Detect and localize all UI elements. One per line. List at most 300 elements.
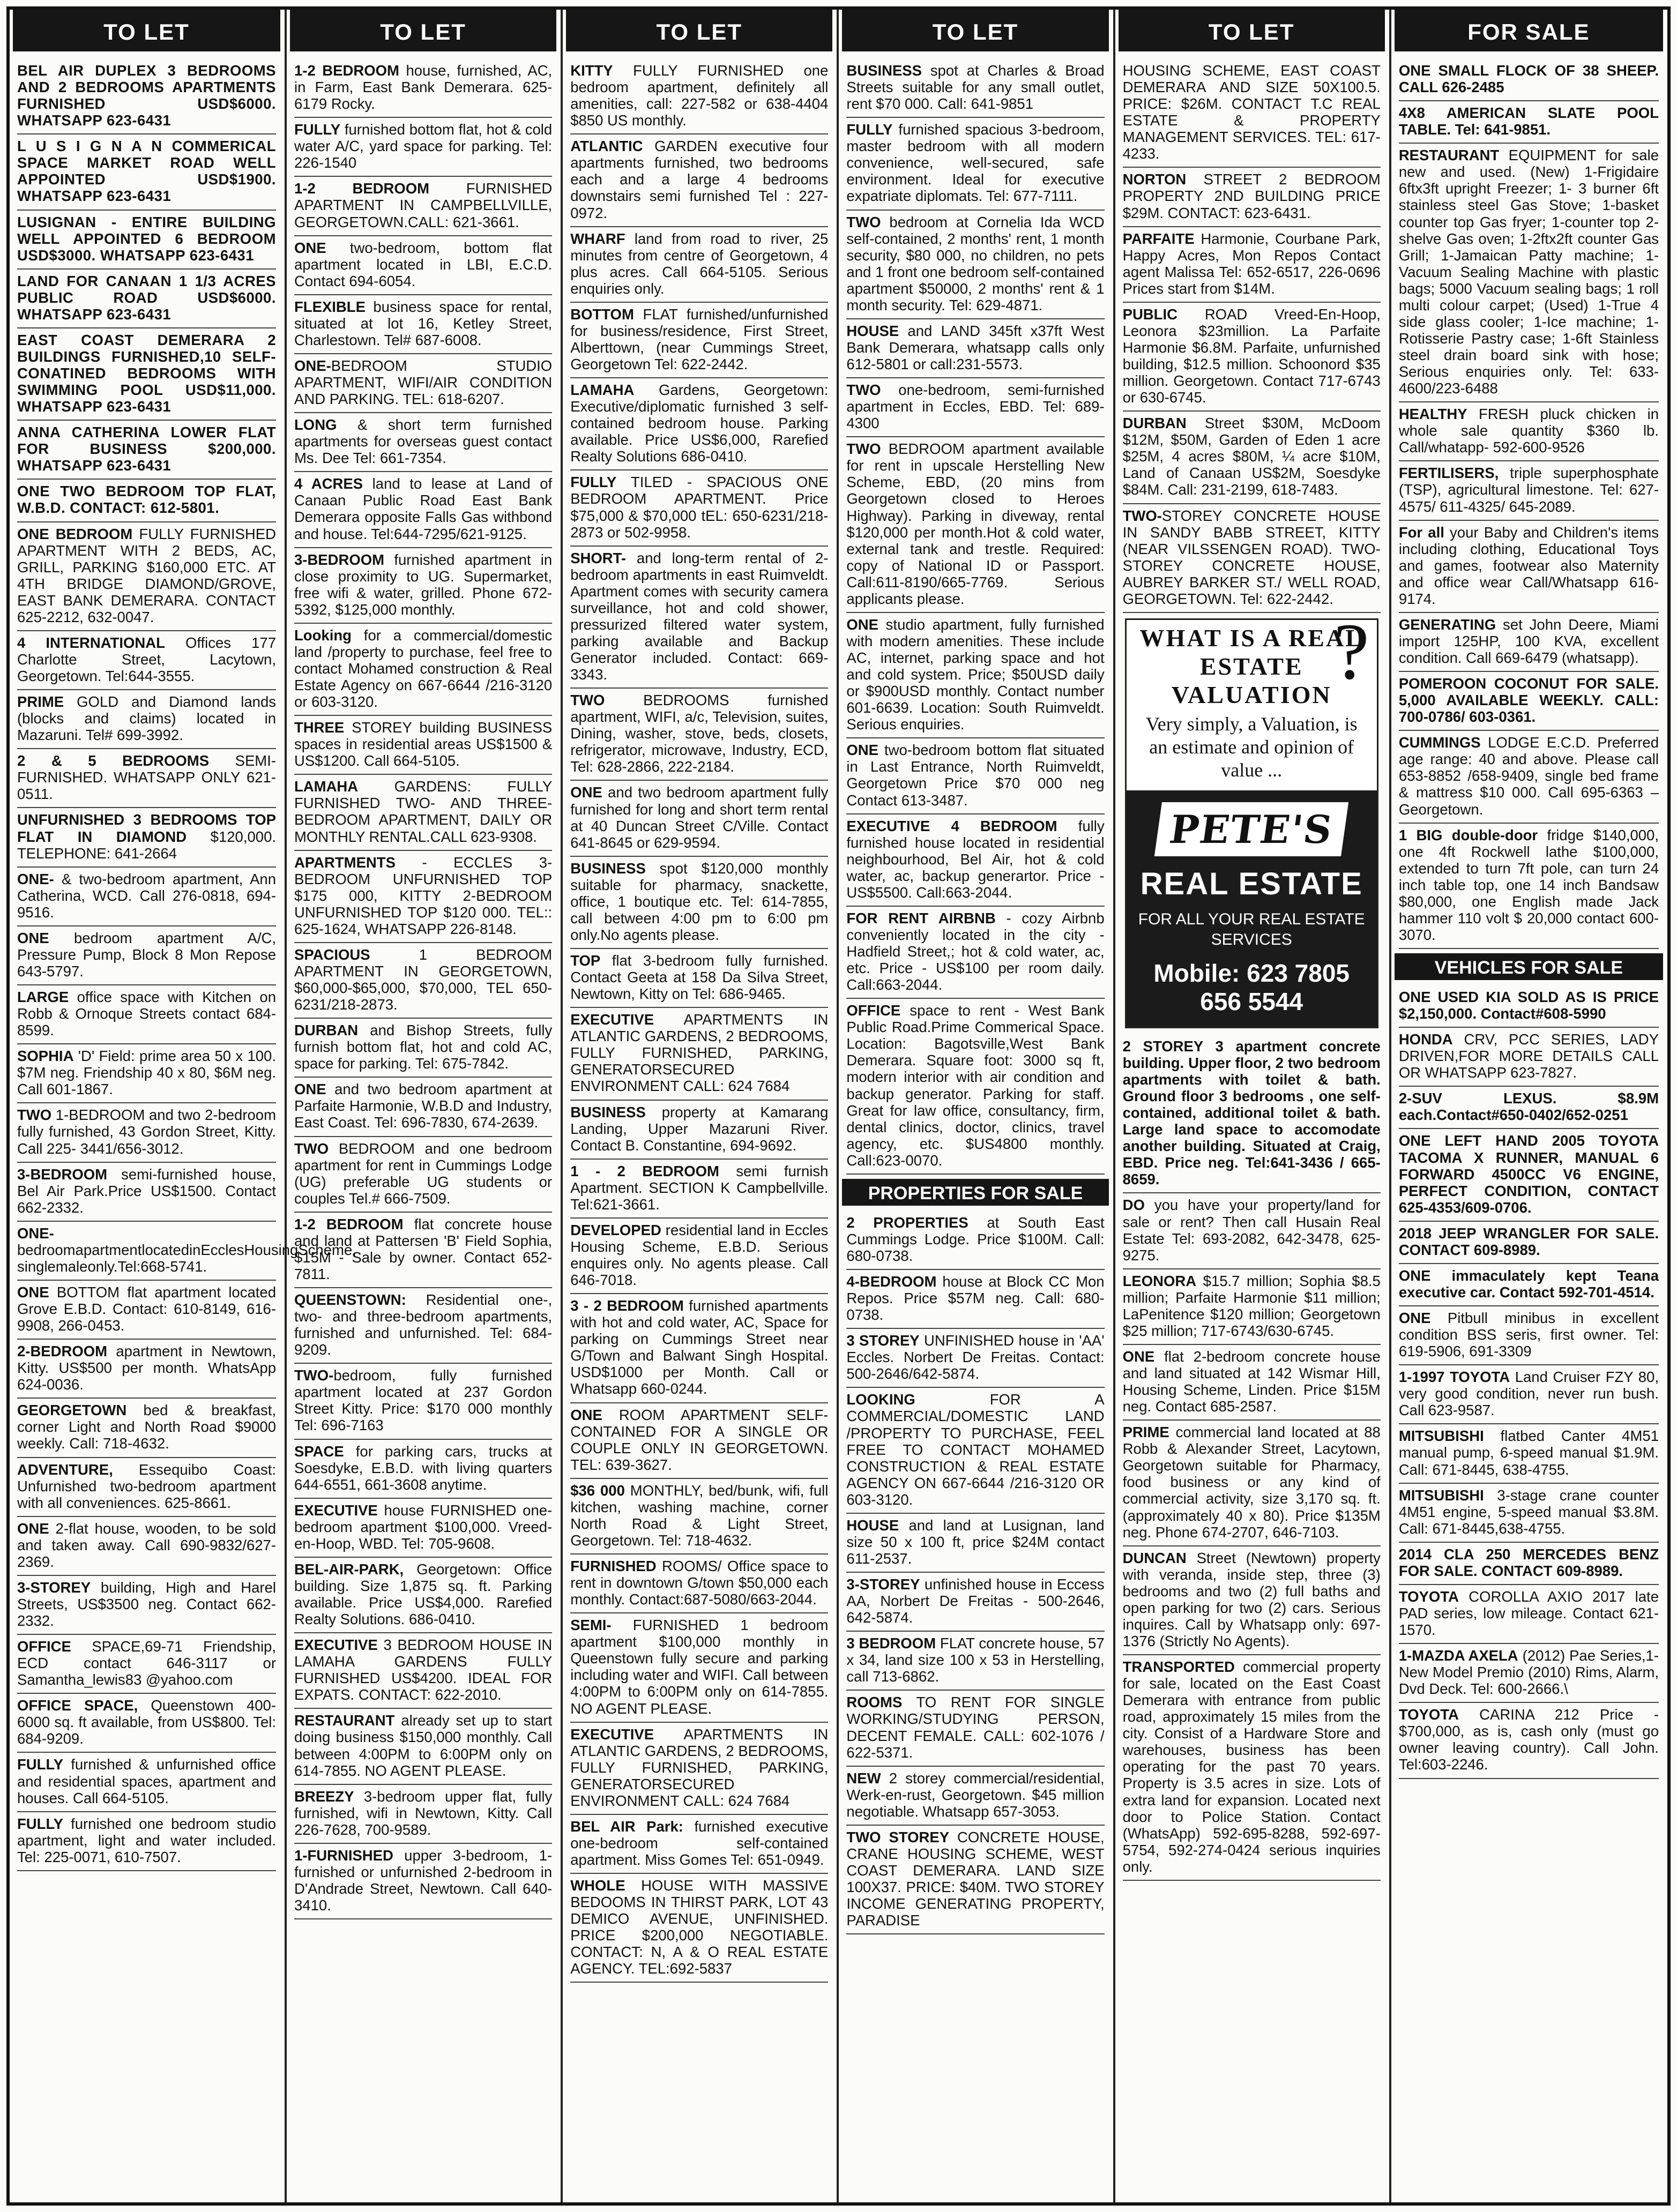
classified-ad [1399,1028,1659,1087]
column-to-let-3 [563,10,839,2202]
ad-lead: FULLY [17,1756,64,1773]
classifieds-page [6,6,1671,2206]
ad-text: property at Kamarang Landing, Upper Mazaruni River. Contact B. Constantine, 694-9692. [570,1103,829,1154]
ad-lead: DUNCAN [1122,1549,1187,1566]
ad-lead: MITSUBISHI [1398,1428,1484,1445]
classified-ad [294,177,552,236]
classified-ad [17,868,276,926]
ad-text: furnished apartments with hot and cold water, AC, Space for parking on Cummings Street near G/Town and Balwant Singh Hospital. USD$1000 per Month. Call or Whatsapp 660-0244. [570,1297,829,1398]
classified-ad [846,1388,1104,1513]
ad-lead: ONE- [17,1224,54,1242]
ad-text: your Baby and Children's items including clothing, Educational Toys and games, footwear also Maternity and office wear Call/Whatsapp 616-9174. [1398,524,1659,607]
ad-text: $120,000. TELEPHONE: 641-2664 [17,828,277,862]
classified-ad [846,211,1104,319]
ad-text: studio apartment, fully furnished with modern amenities. These include AC, internet, parking space and hot and cold system. Price; $50USD daily or $900USD monthly. Contact number 601-6639. Location: South Ruimveldt. Serious enquiries. [846,616,1105,733]
ad-text: house at Block CC Mon Repos. Price $57M neg. Call: 680-0738. [846,1273,1105,1324]
classified-ad [294,548,552,624]
ad-lead: LEONORA [1122,1272,1197,1289]
ad-text: and LAND 345ft x37ft West Bank Demerara, whatsapp calls only 612-5801 or call:231-5573. [846,322,1105,372]
classified-ad [17,1163,276,1222]
ad-text: - cozy Airbnb conveniently located in the city - Hadfield Street,; hot & cold water, ac, etc. Price - US$100 per room daily. Call:663-2044. [846,909,1105,993]
ad-lead: 4 ACRES [294,475,363,492]
classified-ad [1123,1269,1381,1345]
ad-text: BEDROOM apartment available for rent in upscale Herstelling New Scheme, EBD, (20 mins from Georgetown closed to Heroes Highway). Parking in diveway, rental $120,000 per month.Hot & cold water, external tank and trestle. Required: copy of National ID or Passport. Call:611-8190/665-7769. Serious applicants please. [846,440,1105,607]
ad-lead: ONE- [17,870,54,887]
ad-lead: FULLY [846,121,893,138]
ad-text: HOUSING SCHEME, EAST COAST DEMERARA AND SIZE 50X100.5. PRICE: $26M. CONTACT T.C REAL ESTATE & PROPERTY MANAGEMENT SERVICES. TEL: 617-4233. [1122,62,1381,162]
promo-question: WHAT IS A REAL ESTATE VALUATION [1139,624,1363,708]
classified-ad [570,949,828,1008]
classified-ad [846,59,1104,118]
petes-logo: PETE'S [1154,802,1348,856]
ad-lead: 3-STOREY [17,1579,91,1596]
ad-lead: TWO- [294,1367,334,1384]
ad-lead: PRIME [17,693,64,711]
ad-list [294,59,552,1919]
classified-ad [17,926,276,985]
ad-text: unfinished house in Eccess AA, Norbert De Freitas - 500-2646, 642-5874. [846,1576,1105,1626]
ad-lead: 3-BEDROOM [294,551,385,568]
ad-lead: FURNISHED [570,1558,657,1574]
classified-ad [846,118,1104,210]
ad-lead: ATLANTIC [570,138,643,155]
classified-ad [1123,504,1381,613]
ad-text: 'D' Field: prime area 50 x 100. $7M neg. Friendship 40 x 80, $6M neg. Call 601-1867. [17,1048,276,1098]
ad-text: BEDROOM and one bedroom apartment for rent in Cummings Lodge (UG) preferable UG students or couples Tel.# 666-7509. [294,1140,553,1207]
ad-lead: ONE [570,1406,602,1423]
classified-ad [846,319,1104,378]
ad-lead: TWO [17,1107,52,1124]
ad-lead: 1-2 BEDROOM [294,1215,404,1232]
ad-lead: RESTAURANT [294,1712,395,1729]
ad-lead: SEMI- [570,1617,612,1634]
petes-logo-block [1127,790,1377,1027]
ad-lead: HONDA [1398,1031,1453,1048]
ad-lead: 4X8 AMERICAN SLATE POOL TABLE. Tel: 641-9851. [1398,104,1659,138]
classified-ad [1123,303,1381,412]
ad-lead: TWO [846,440,881,458]
classified-ad [1399,1703,1659,1778]
ad-text: SEMI-FURNISHED. WHATSAPP ONLY 621-0511. [17,752,277,803]
ad-lead: 3-BEDROOM [17,1165,108,1183]
ad-lead: LOOKING [846,1391,915,1408]
ad-lead: BREEZY [294,1788,354,1805]
classified-ad [1123,1345,1381,1421]
classified-ad [294,1078,552,1137]
classified-ad [1399,824,1659,949]
classified-ad [1399,613,1659,672]
classified-ad [17,421,276,480]
classified-ad [570,378,828,470]
classified-ad [570,1723,828,1815]
ad-lead: TOYOTA [1398,1588,1459,1605]
ad-lead: ONE [846,742,878,759]
ad-lead: LONG [294,416,337,434]
ad-lead: FULLY [570,474,617,491]
classified-ad [846,1767,1104,1826]
classified-ad [570,1219,828,1294]
ad-list [846,59,1104,1175]
classified-ad [17,328,276,421]
ad-lead: GEORGETOWN [17,1402,127,1419]
classified-ad [17,1044,276,1103]
ad-text: APARTMENTS IN ATLANTIC GARDENS, 2 BEDROOMS, FULLY FURNISHED, PARKING, GENERATORSECURED ENVIRONMENT CALL: 624 7684 [570,1011,829,1095]
ad-text: GARDENS: FULLY FURNISHED TWO- AND THREE-BEDROOM APARTMENT, DAILY OR MONTHLY RENTAL.CALL 623-9308. [294,778,553,845]
classified-ad [846,1211,1104,1270]
ad-text: Pitbull minibus in excellent condition BSS seris, first owner. Tel: 619-5906, 691-3309 [1398,1310,1659,1360]
ad-text: 1 BEDROOM APARTMENT IN GEORGETOWN, $60,000-$65,000, $70,000, TEL 650-6231/218-2873. [294,946,553,1013]
classified-ad [1123,1421,1381,1546]
ad-lead: ONE [17,1283,49,1301]
classified-ad [846,613,1104,738]
classified-ad [570,1555,828,1613]
ad-text: 3-bedroom upper flat, fully furnished, wifi in Newtown, Kitty. Call 226-7628, 700-9589. [294,1788,553,1838]
ad-lead: 2 PROPERTIES [846,1214,968,1231]
classified-ad [17,749,276,808]
ad-text: & two-bedroom apartment, Ann Catherina, WCD. Call 276-0818, 694-9516. [17,870,276,921]
ad-text: and two bedroom apartment fully furnished for long and short term rental at 40 Duncan Street C/Ville. Contact 641-8645 or 629-9594. [570,784,829,851]
classified-ad [570,547,828,689]
ad-lead: 3 STOREY [846,1332,920,1349]
ad-text: fridge $140,000, one 4ft Rockwell lathe $100,000, extended to turn 7ft pole, can turn 24 inch table top, one 14 inch Bandsaw $80,000, one English made Jack hammer 110 volt $ 20,000 contact 600-3070. [1398,826,1659,943]
classified-ad [1123,1193,1381,1269]
ad-text: LODGE E.C.D. Preferred age range: 40 and above. Please call 653-8852 /658-9409, single bed frame & mattress $10 000. Call 695-6363 – Georgetown. [1398,734,1659,818]
ad-text: & short term furnished apartments for overseas guest contact Ms. Dee Tel: 661-7354. [294,416,553,467]
ad-lead: 4-BEDROOM [846,1273,937,1290]
ad-text: FURNISHED 1 bedroom apartment $100,000 monthly in Queenstown fully secure and parking including water and WIFI. Call between 4:00PM to 6:00PM only on 614-7855. NO AGENT PLEASE. [570,1617,829,1717]
ad-text: STOREY building BUSINESS spaces in residential areas US$1500 & US$1200. Call 664-5105. [294,719,553,769]
classified-ad [294,1785,552,1844]
classified-ad [570,1815,828,1874]
ad-lead: WHOLE [570,1877,625,1894]
ad-lead: PUBLIC [1122,305,1177,323]
ad-text: two-bedroom bottom flat situated in Last Entrance, North Ruimveldt, Georgetown Price $70 000 neg Contact 613-3487. [846,742,1105,809]
ad-text: (2012) Pae Series,1- New Model Premio (2010) Rims, Alarm, Dvd Deck. Tel: 600-2666.\ [1398,1647,1659,1698]
classified-ad [1399,672,1659,731]
ad-lead: ONE LEFT HAND 2005 TOYOTA TACOMA X RUNNER, MANUAL 6 FORWARD 4500CC V6 ENGINE, PERFECT CONDITION, CONTACT 625-4353/609-0706. [1398,1132,1659,1216]
ad-text: Street (Newtown) property with veranda, inside step, three (3) bedrooms and two (2) full baths and open parking for two (2) cars. Serious inquires. Call by Whatsapp only: 697-1376 (Strictly No Agents). [1122,1549,1381,1649]
classified-ad [1399,1129,1659,1221]
ad-text: bedroom, fully furnished apartment located at 237 Gordon Street Kitty. Price: $170 000 monthly Tel: 696-7163 [294,1367,553,1434]
classified-ad [17,1517,276,1576]
ad-text: spot $120,000 monthly suitable for pharmacy, snackette, office, 1 boutique etc. Tel: 614-7855, call between 4:00 pm to 6:00 pm only.No agents please. [570,860,829,943]
classified-ad [846,907,1104,999]
classified-ad [294,59,552,118]
ad-text: for a commercial/domestic land /property to purchase, feel free to contact Mohamed construction & Real Estate Agency on 667-6644 /216-3120 or 603-3120. [294,626,553,711]
ad-lead: NORTON [1122,171,1187,188]
ad-lead: EXECUTIVE [570,1011,654,1028]
ad-lead: DURBAN [294,1022,359,1039]
ad-lead: BOTTOM [570,305,634,323]
ad-text: GOLD and Diamond lands (blocks and claims) located in Mazaruni. Tel# 699-3992. [17,693,276,744]
classified-ad [570,1008,828,1100]
classified-ad [17,134,276,210]
classified-ad [1399,985,1659,1028]
ad-lead: ONE immaculately kept Teana executive car. Contact 592-701-4514. [1398,1267,1659,1301]
ad-text: bedroom at Cornelia Ida WCD self-contained, 2 months' rent, 1 month security, $80 000, no children, no pets and 1 front one bedroom self-contained apartment $50000, 2 months' rent & 1 month security. Tel: 629-4871. [846,213,1105,313]
ad-lead: ONE [17,1520,49,1537]
classified-ad [294,1440,552,1499]
ad-lead: KITTY [570,62,613,79]
ad-list [1123,59,1381,613]
ad-lead: 2014 CLA 250 MERCEDES BENZ FOR SALE. CONTACT 609-8989. [1398,1545,1659,1579]
ad-lead: SPACIOUS [294,946,370,963]
classified-ad [1399,101,1659,144]
column-header: TO LET [1119,10,1385,51]
classified-ad [17,985,276,1044]
column-header: TO LET [842,10,1108,51]
classified-ad [1399,59,1659,101]
classified-ad [1399,1484,1659,1543]
ad-text: Georgetown: Office building. Size 1,875 sq. ft. Parking available. Price US$4,000. Rarefied Realty Solutions. 686-0410. [294,1560,553,1628]
classified-ad [294,1019,552,1078]
ad-text: FURNISHED APARTMENT IN CAMPBELLVILLE, GEORGETOWN.CALL: 621-3661. [294,180,553,230]
ad-text: set John Deere, Miami import 125HP, 100 KVA, excellent condition. Call 669-6479 (whatsapp). [1398,616,1659,666]
ad-lead: ROOMS [846,1694,903,1711]
ad-text: at South East Cummings Lodge. Price $100M. Call: 680-0738. [846,1214,1105,1264]
ad-text: Street $30M, McDoom $12M, $50M, Garden of Eden 1 acre $25M, 4 acres $80M, ¼ acre $10M, Land of Canaan US$2M, Soesdyke $84M. Call: 231-2199, 618-7483. [1122,415,1381,498]
ad-lead: GENERATING [1398,616,1496,633]
ad-text: and land at Lusignan, land size 50 x 100 ft, price $24M contact 611-2537. [846,1516,1105,1567]
ad-text: Queenstown 400-6000 sq. ft available, from US$800. Tel: 684-9209. [17,1697,276,1747]
ad-text: FRESH pluck chicken in whole sale quantity $360 lb. Call/whatapp- 592-600-9526 [1398,406,1659,456]
ad-lead: DURBAN [1122,415,1187,432]
ad-lead: 3 - 2 BEDROOM [570,1297,684,1314]
ad-text: 2 storey commercial/residential, Werk-en-rust, Georgetown. $45 million negotiable. Whatsapp 657-3053. [846,1769,1105,1820]
ad-text: residential land in Eccles Housing Scheme, E.B.D. Serious enquires only. No agents please. Call 646-7018. [570,1221,829,1289]
classified-ad [1123,1655,1381,1881]
classified-ad [294,943,552,1019]
ad-text: 3 BEDROOM HOUSE IN LAMAHA GARDENS FULLY FURNISHED US$4200. IDEAL FOR EXPATS. CONTACT: 622-2010. [294,1636,553,1703]
column-for-sale [1391,10,1667,2202]
ad-text: MONTHLY, bed/bunk, wifi, full kitchen, washing machine, corner North Road & Light Street, Georgetown. Tel: 718-4632. [570,1482,829,1549]
classified-ad [1123,1546,1381,1655]
classified-ad [846,378,1104,437]
ad-text: FULLY FURNISHED one bedroom apartment, definitely all amenities, call: 227-582 or 638-4404 $850 US monthly. [570,62,829,129]
ad-text: EAST COAST DEMERARA 2 BUILDINGS FURNISHED,10 SELF-CONATINED BEDROOMS WITH SWIMMING POOL USD$11,000. WHATSAPP 623-6431 [17,331,276,415]
ad-lead: BUSINESS [570,860,646,877]
ad-text: STOREY CONCRETE HOUSE IN SANDY BABB STREET, KITTY (NEAR VILSSENGEN ROAD). TWO-STOREY CONCRETE HOUSE, AUBREY BARKER ST./ WELL ROAD, GEORGETOWN. Tel: 622-2442. [1122,507,1381,607]
ad-text: Gardens, Georgetown: Executive/diplomatic furnished 3 self-contained bedroom house. Parking available. Price US$6,000, Rarefied Realty Solutions 686-0410. [570,382,829,465]
ad-text: LAND FOR CANAAN 1 1/3 ACRES PUBLIC ROAD USD$6000. WHATSAPP 623-6431 [17,272,276,323]
ad-lead: BUSINESS [846,62,922,79]
ad-lead: 3-STOREY [846,1576,920,1593]
ad-lead: ONE SMALL FLOCK OF 38 SHEEP. CALL 626-2485 [1398,62,1659,96]
ad-text: furnished executive one-bedroom self-contained apartment. Miss Gomes Tel: 651-0949. [570,1818,829,1868]
classified-ad [17,522,276,631]
ad-list [1399,985,1659,1779]
classified-ad [17,1576,276,1635]
ad-text: and two bedroom apartment at Parfaite Harmonie, W.B.D and Industry, East Coast. Tel: 696-7830, 674-2639. [294,1081,553,1131]
question-mark-icon: ? [1333,607,1369,696]
ad-lead: 3 BEDROOM [846,1635,936,1652]
column-header: FOR SALE [1395,10,1663,51]
classified-ad [570,303,828,378]
ad-text: ROAD Vreed-En-Hoop, Leonora $23million. La Parfaite Harmonie $6.8M. Parfaite, unfurnished building, $12.5 million. Schoonord $35 million. Georgetown. Contact 717-6743 or 630-6745. [1122,305,1381,406]
classified-ad [846,1270,1104,1329]
classified-ad [1399,1222,1659,1264]
ad-text: 1-BEDROOM and two 2-bedroom fully furnished, 43 Gordon Street, Kitty. Call 225- 3441/656-3012. [17,1107,276,1157]
classified-ad [1399,1264,1659,1306]
classified-ad [294,1633,552,1709]
classified-ad [1123,227,1381,303]
classified-ad [570,59,828,134]
ad-lead: ONE USED KIA SOLD AS IS PRICE $2,150,000. Contact#608-5990 [1398,989,1659,1022]
ad-text: business space for rental, situated at lot 16, Ketley Street, Charlestown. Tel# 687-6008. [294,298,553,348]
ad-text: apartment in Newtown, Kitty. US$500 per month. WhatsApp 624-0036. [17,1343,276,1393]
ad-lead: FLEXIBLE [294,298,366,315]
classified-ad [570,134,828,227]
classified-ad [294,413,552,472]
ad-lead: SHORT- [570,549,627,566]
classified-ad [17,690,276,749]
ad-lead: HEALTHY [1398,406,1467,423]
ad-text: flatbed Canter 4M51 manual pump, 6-speed manual $1.9M. Call: 671-8445, 638-4755. [1398,1428,1659,1478]
classified-ad [17,1694,276,1753]
classified-ad [570,1294,828,1403]
ad-lead: APARTMENTS [294,854,396,871]
ad-lead: 2018 JEEP WRANGLER FOR SALE. CONTACT 609-8989. [1398,1224,1659,1258]
classified-ad [17,270,276,328]
ad-text: ONE TWO BEDROOM TOP FLAT, W.B.D. CONTACT: 612-5801. [17,483,276,517]
ad-text: furnished apartment in close proximity to UG. Supermarket, free wifi & water, grilled. Phone 672-5392, $125,000 monthly. [294,551,553,618]
classified-ad [846,1691,1104,1766]
ad-text: flat 3-bedroom fully furnished. Contact Geeta at 158 Da Silva Street, Newtown, Kitty on Tel: 686-9465. [570,952,829,1003]
ad-lead: NEW [846,1769,881,1787]
ad-text: TO RENT FOR SINGLE WORKING/STUDYING PERSON, DECENT FEMALE. CALL: 602-1076 / 622-5371. [846,1694,1105,1761]
ad-lead: TWO [846,213,881,230]
ad-lead: HOUSE [846,322,899,339]
ad-lead: DO [1122,1197,1145,1214]
classified-ad [570,470,828,546]
ad-text: already set up to start doing business $150,000 monthly. Call between 4:00PM to 6:00PM only on 614-7855. NO AGENT PLEASE. [294,1712,553,1779]
ad-lead: ONE [294,1081,326,1098]
ad-text: Harmonie, Courbane Park, Happy Acres, Mon Repos Contact agent Malissa Tel: 652-6517, 226-0696 Prices start from $14M. [1122,230,1381,297]
ad-text: two-bedroom, bottom flat apartment located in LBI, E.C.D. Contact 694-6054. [294,239,553,289]
ad-text: Offices 177 Charlotte Street, Lacytown, Georgetown. Tel:644-3555. [17,634,276,684]
classified-ad [294,236,552,295]
mobile-numbers: Mobile: 623 7805 656 5544 [1153,959,1350,1015]
classified-ad [570,1479,828,1555]
ad-lead: Looking [294,626,352,644]
column-to-let-4 [839,10,1115,2202]
ad-text: house, furnished, AC, in Farm, East Bank Demerara. 625-6179 Rocky. [294,62,553,113]
ad-lead: ONE [1398,1310,1431,1326]
ad-text: 2-flat house, wooden, to be sold and taken away. Call 690-9832/627-2369. [17,1520,276,1570]
classified-ad [294,472,552,548]
ad-text: GARDEN executive four apartments furnished, two bedrooms each and a large 4 bedrooms downstairs semi furnished Tel : 227-0972. [570,138,829,221]
classified-ad [1399,1087,1659,1129]
ad-text: building, High and Harel Streets, US$3500 neg. Contact 662-2332. [17,1579,276,1629]
ad-lead: SPACE [294,1443,344,1460]
ad-lead: ADVENTURE, [17,1461,113,1478]
classified-ad [846,1632,1104,1691]
classified-ad [17,59,276,134]
ad-text: spot at Charles & Broad Streets suitable for any small outlet, rent $70 000. Call: 641-9851 [846,62,1105,113]
classified-ad [294,354,552,413]
classified-ad [1399,1644,1659,1703]
classified-ad [846,1329,1104,1388]
ad-text: CARINA 212 Price - $700,000, as is, cash only (must go owner leaving country). Call John. Tel:603-2246. [1398,1706,1659,1773]
ad-lead: TWO [570,692,605,709]
ad-text: ROOMS/ Office space to rent in downtown G/town $50,000 each monthly. Contact:687-5080/663-2044. [570,1558,829,1608]
classified-ad [17,211,276,270]
ad-text: upper 3-bedroom, 1-furnished or unfurnished 2-bedroom in D'Andrade Street, Newtown. Call 640-3410. [294,1847,553,1914]
ad-lead: FULLY [294,121,341,138]
classified-ad [294,851,552,943]
ad-text: $15.7 million; Sophia $8.5 million; Parfaite Harmonie $11 million; LaPenitence $120 million; Georgetown $25 million; 717-6743/630-6745. [1122,1272,1381,1339]
classified-ad [17,1812,276,1871]
promo-answer: Very simply, a Valuation, is an estimate and opinion of value ... [1145,713,1358,781]
column-header: TO LET [566,10,832,51]
classified-ad [846,1826,1104,1934]
classified-ad [294,775,552,850]
ad-lead: POMEROON COCONUT FOR SALE. 5,000 AVAILABLE WEEKLY. CALL: 700-0786/ 603-0361. [1398,675,1659,726]
classified-ad [17,808,276,867]
ad-text: bed & breakfast, corner Light and North Road $9000 weekly. Call: 718-4632. [17,1402,276,1452]
ad-text: triple superphosphate (TSP), agricultural limestone. Tel: 627-4575/ 611-4325/ 645-2089. [1398,465,1659,515]
ad-lead: TRANSPORTED [1122,1658,1235,1676]
ad-lead: PRIME [1122,1424,1169,1441]
ad-text: BEDROOMS furnished apartment, WIFI, a/c, Television, suites, Dining, washer, stove, beds, closets, refrigerator, microwave, Industry, ECD, Tel: 628-2866, 222-2184. [570,692,829,775]
classified-ad [294,118,552,177]
classified-ad [294,716,552,775]
ad-lead: FOR RENT AIRBNB [846,909,996,926]
ad-text: HOUSE WITH MASSIVE BEDOOMS IN THIRST PARK, LOT 43 DEMICO AVENUE, UNFINISHED. PRICE $200,000 NEGOTIABLE. CONTACT: N, A & O REAL ESTATE AGENCY. TEL:692-5837 [570,1877,829,1977]
ad-lead: BUSINESS [570,1103,646,1120]
ad-lead: ONE [570,784,602,801]
classified-ad [1399,521,1659,613]
classified-ad [294,624,552,716]
ad-lead: TWO [294,1140,329,1157]
ad-lead: BEL-AIR-PARK, [294,1560,404,1578]
classified-ad [294,1844,552,1919]
ad-text: - ECCLES 3-BEDROOM UNFURNISHED TOP $175 000, KITTY 2-BEDROOM UNFURNISHED TOP $120 000. TEL:: 625-1624, WHATSAPP 226-8148. [294,854,553,937]
ad-list [1399,59,1659,949]
ad-text: BEDROOM STUDIO APARTMENT, WIFI/AIR CONDITION AND PARKING. TEL: 618-6207. [294,357,553,408]
classified-ad [17,1340,276,1399]
ad-text: FULLY FURNISHED APARTMENT WITH 2 BEDS, AC, GRILL, PARKING $160,000 ETC. AT 4TH BRIDGE DIAMOND/GROVE, EAST BANK DEMERARA. CONTACT 625-2212, 632-0047. [17,525,276,625]
classified-ad [17,480,276,522]
classified-ad [846,738,1104,814]
ad-text: land to lease at Land of Canaan Public Road East Bank Demerara opposite Falls Gas withbond and house. Tel:644-7295/621-9125. [294,475,553,542]
column-header: TO LET [290,10,556,51]
ad-lead: FULLY [17,1815,64,1832]
classified-ad [294,1499,552,1558]
ad-text: SPACE,69-71 Friendship, ECD contact 646-3117 or Samantha_lewis83 @yahoo.com [17,1638,276,1688]
ad-text: and Bishop Streets, fully furnish bottom flat, hot and cold AC, space for parking. Tel: 675-7842. [294,1022,553,1072]
ad-lead: 1-FURNISHED [294,1847,393,1864]
classified-ad [294,1288,552,1364]
classified-ad [570,689,828,781]
ad-text: semi furnish Apartment. SECTION K Campbellville. Tel:621-3661. [570,1162,829,1213]
classified-ad [294,1709,552,1784]
ad-text: ROOM APARTMENT SELF-CONTAINED FOR A SINGLE OR COUPLE ONLY IN GEORGETOWN. TEL: 639-3627. [570,1406,829,1473]
classified-ad [294,1364,552,1439]
ad-text: furnished bottom flat, hot & cold water A/C, yard space for parking. Tel: 226-1540 [294,121,553,171]
ad-text: BOTTOM flat apartment located Grove E.B.D. Contact: 610-8149, 616-9908, 266-0453. [17,1283,276,1334]
classified-ad [1123,59,1381,168]
ad-list [846,1211,1104,1934]
classified-ad [17,1399,276,1458]
ad-lead: 4 INTERNATIONAL [17,634,165,651]
column-header: TO LET [13,10,280,51]
services-text: FOR ALL YOUR REAL ESTATE SERVICES [1138,910,1365,948]
ad-lead: 2 & 5 BEDROOMS [17,752,210,769]
ad-text: flat 2-bedroom concrete house and land situated at 142 Wismar Hill, Housing Scheme, Linden. Price $15M neg. Contact 685-2587. [1122,1348,1381,1415]
classified-ad [1123,1035,1381,1194]
ad-lead: 1 BIG double-door [1398,826,1538,843]
